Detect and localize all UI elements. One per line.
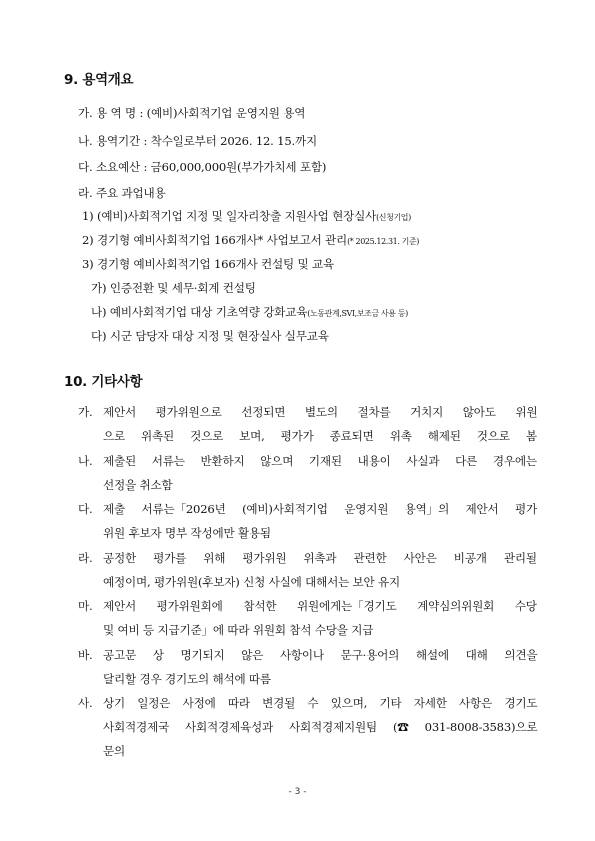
list-item-marker: 바. <box>78 648 93 662</box>
list-item-line: 상기 일정은 사정에 따라 변경될 수 있으며, 기타 자세한 사항은 경기도 <box>103 696 538 710</box>
item-marker: 가) <box>91 281 107 295</box>
item-marker: 가. <box>78 106 93 120</box>
item-text: 예비사회적기업 대상 기초역량 강화교육 <box>109 305 308 319</box>
list-item-marker: 가. <box>78 405 93 419</box>
overview-item <box>78 105 305 121</box>
item-text: 소요예산 : 금60,000,000원(부가가치세 포함) <box>96 160 327 174</box>
list-item-marker: 사. <box>78 696 93 710</box>
overview-item <box>78 159 326 175</box>
subtask-item <box>91 328 329 344</box>
item-marker: 다) <box>91 329 107 343</box>
list-item-marker: 다. <box>78 502 93 516</box>
page-number: - 3 - <box>288 787 307 797</box>
list-item-line: 문의 <box>103 744 125 758</box>
task-item <box>82 256 334 272</box>
item-marker: 나. <box>78 134 93 148</box>
list-item-line: 제출 서류는「2026년 (예비)사회적기업 운영지원 용역」의 제안서 평가 <box>103 502 538 516</box>
item-text: 경기형 예비사회적기업 166개사* 사업보고서 관리 <box>97 233 348 247</box>
item-marker: 라. <box>78 186 93 200</box>
list-item-line: 공정한 평가를 위해 평가위원 위촉과 관련한 사안은 비공개 관리될 <box>103 551 537 565</box>
task-item <box>82 208 411 224</box>
list-item-line: 선정을 취소함 <box>103 478 173 492</box>
item-text: (예비)사회적기업 지정 및 일자리창출 지원사업 현장실사 <box>97 209 377 223</box>
list-item-marker: 마. <box>78 599 93 613</box>
item-text: 주요 과업내용 <box>96 186 166 200</box>
item-text: 인증전환 및 세무·회계 컨설팅 <box>109 281 256 295</box>
overview-item <box>78 185 165 201</box>
item-text: 시군 담당자 대상 지정 및 현장실사 실무교육 <box>109 329 329 343</box>
task-item <box>82 232 419 248</box>
item-marker: 2) <box>82 233 94 247</box>
list-item-line: 위원 후보자 명부 작성에만 활용됨 <box>103 526 271 540</box>
item-text: 용 역 명 : (예비)사회적기업 운영지원 용역 <box>96 106 306 120</box>
list-item-line: 제출된 서류는 반환하지 않으며 기재된 내용이 사실과 다른 경우에는 <box>103 454 537 468</box>
list-item-line: 예정이며, 평가위원(후보자) 신청 사실에 대해서는 보안 유지 <box>103 575 401 589</box>
section-9-title: 9. 용역개요 <box>64 72 134 88</box>
list-item-marker: 라. <box>78 551 93 565</box>
overview-item <box>78 133 317 149</box>
item-marker: 나) <box>91 305 107 319</box>
section-10-title: 10. 기타사항 <box>64 374 143 390</box>
list-item-line: 으로 위촉된 것으로 보며, 평가가 종료되면 위촉 해제된 것으로 봄 <box>103 429 537 443</box>
item-note: (* 2025.12.31. 기준) <box>347 237 419 246</box>
list-item-line: 및 여비 등 지급기준」에 따라 위원회 참석 수당을 지급 <box>103 623 374 637</box>
subtask-item <box>91 280 256 296</box>
item-note: (신청기업) <box>376 213 411 222</box>
subtask-item <box>91 304 408 320</box>
list-item-marker: 나. <box>78 454 93 468</box>
item-marker: 1) <box>82 209 94 223</box>
list-item-line: 사회적경제국 사회적경제육성과 사회적경제지원팀 (☎ 031-8008-3583)으로 <box>103 720 538 734</box>
list-item-line: 제안서 평가위원으로 선정되면 별도의 절차를 거치지 않아도 위원 <box>103 405 538 419</box>
list-item-line: 제안서 평가위원회에 참석한 위원에게는「경기도 계약심의위원회 수당 <box>103 599 537 613</box>
item-marker: 다. <box>78 160 93 174</box>
item-text: 용역기간 : 착수일로부터 2026. 12. 15.까지 <box>96 134 317 148</box>
list-item-line: 공고문 상 명기되지 않은 사항이나 문구·용어의 해설에 대해 의견을 <box>103 648 538 662</box>
item-text: 경기형 예비사회적기업 166개사 컨설팅 및 교육 <box>97 257 334 271</box>
item-note: (노동관계,SVI,보조금 사용 등) <box>307 309 408 318</box>
item-marker: 3) <box>82 257 94 271</box>
list-item-line: 달리할 경우 경기도의 해석에 따름 <box>103 672 271 686</box>
